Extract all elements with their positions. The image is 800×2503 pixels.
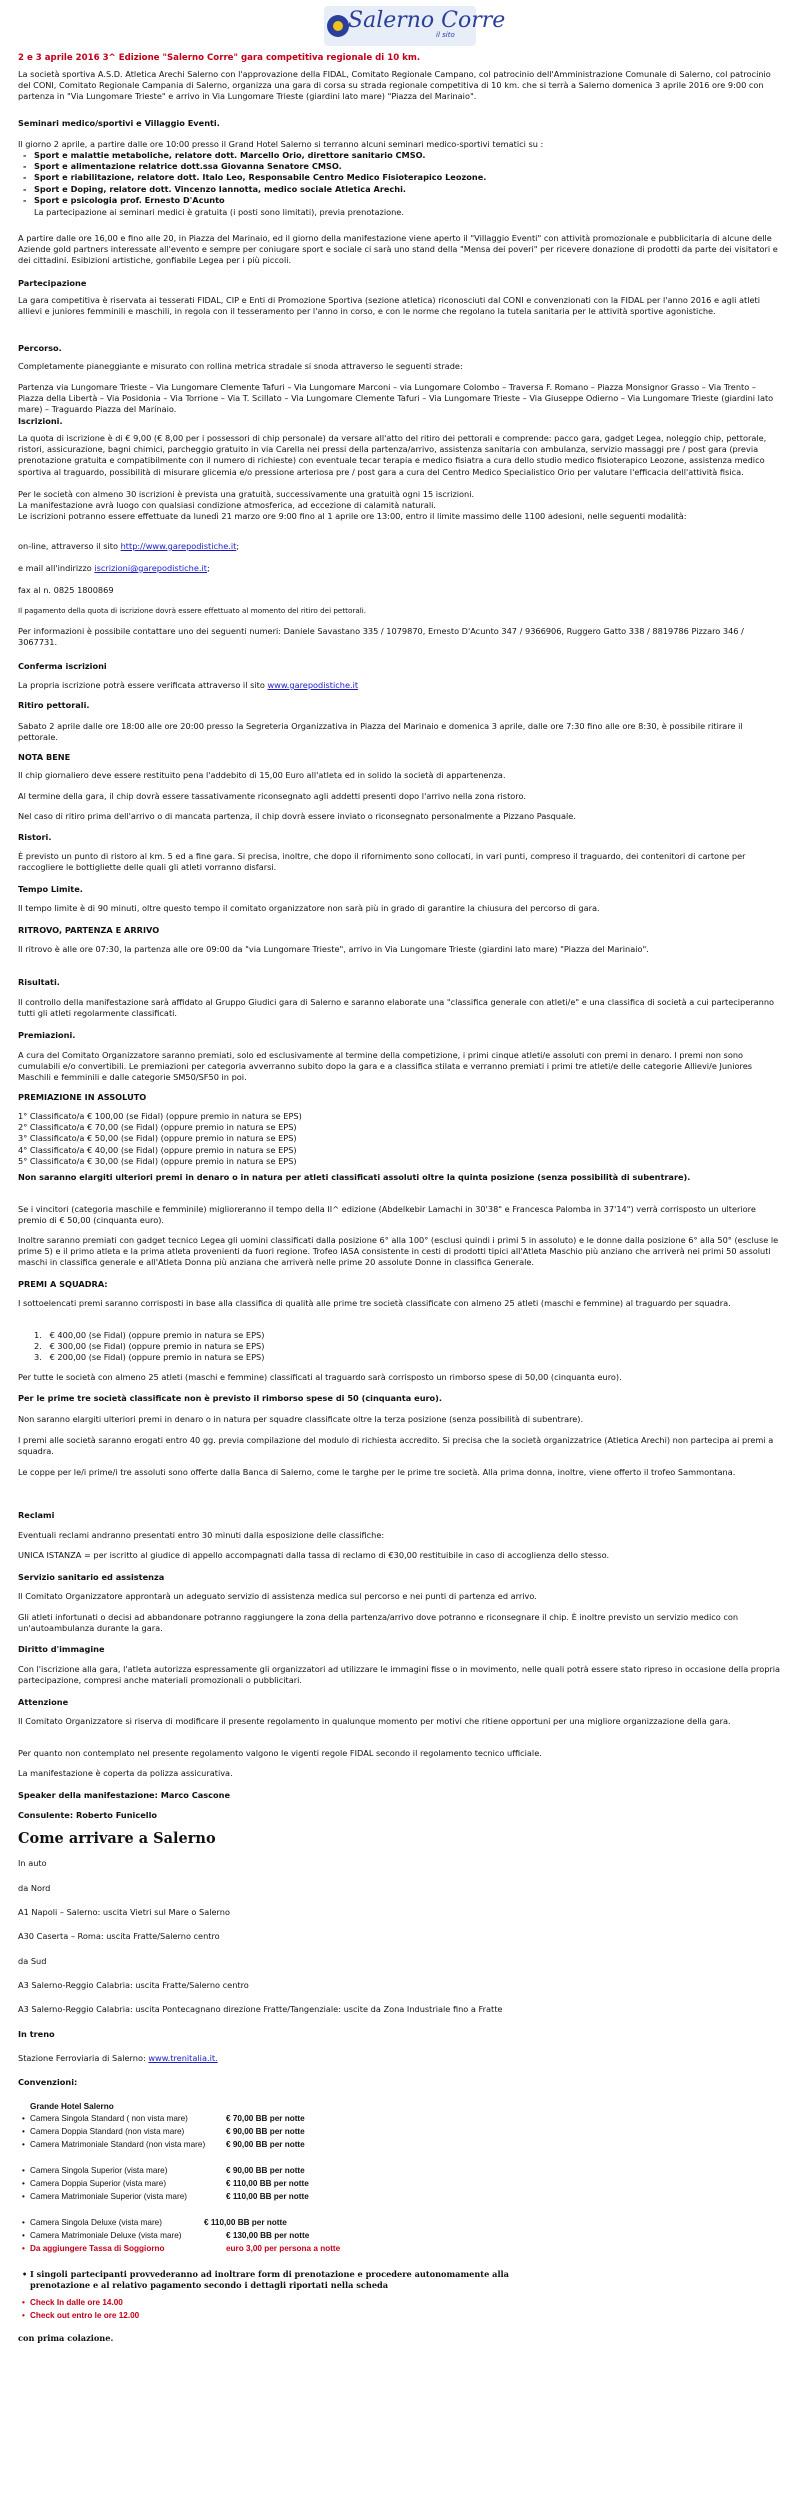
squadra-item-text: € 200,00 (se Fidal) (oppure premio in natura se EPS): [49, 1352, 265, 1363]
squadra-heading: PREMI A SQUADRA:: [18, 1279, 108, 1289]
conferma-line: [18, 680, 782, 691]
email-link[interactable]: iscrizioni@garepodistiche.it: [94, 563, 207, 573]
tassa-value: euro 3,00 per persona a notte: [226, 2244, 341, 2253]
stazione-label: Stazione Ferroviaria di Salerno:: [18, 2053, 149, 2063]
squadra-p1: Per tutte le società con almeno 25 atleti (maschi e femmine) classificati al traguardo sarà corrisposto un rimborso spese di 50,00 (cinquanta euro).: [18, 1372, 622, 1382]
hotel-name: Grande Hotel Salerno: [30, 2102, 114, 2111]
iscrizioni-periodo: Le iscrizioni potranno essere effettuate da lunedì 21 marzo ore 9:00 fino al 1 aprile ore 13:00, entro il limite massimo delle 1100 adesioni, nelle seguenti modalità:: [18, 511, 687, 521]
squadra-item: 2. € 300,00 (se Fidal) (oppure premio in natura se EPS): [34, 1341, 265, 1352]
assoluto-item: 1° Classificato/a € 100,00 (se Fidal) (oppure premio in natura se EPS): [18, 1111, 302, 1121]
quota-paragraph: La quota di iscrizione è di € 9,00 (€ 8,00 per i possessori di chip personale) da versare all'atto del ritiro dei pettorali e comprende: pacco gara, gadget Legea, noleggio chip, pettorale, ristori, assicurazione, bagni chimici, parcheggio gratuito in via Carella nei pressi della partenza/arrivo, assistenza sanitaria con ambulanza, servizio massaggi pre / post gara (previa prenotazione gratuita e compatibilmente con il numero di richieste) con eventuale tecar terapia e medico fisiatra a cura dello studio medico fisioterapico Leozone, assistenza medico sportiva al traguardo, possibilità di misurare glicemia e/o pressione arteriosa pre / post gara a cura del Centro Medico Specialistico Orio per valutare l'efficacia dell'attività fisica.: [18, 433, 767, 477]
seminari-list: [18, 150, 782, 206]
come-arrivare-heading: Come arrivare a Salerno: [18, 1830, 216, 1847]
premiazioni-heading: Premiazioni.: [18, 1030, 76, 1040]
squadra-text: I sottoelencati premi saranno corrisposti in base alla classifica di qualità alle prime tre società classificate con almeno 25 atleti (maschi e femmine) al traguardo per squadra.: [18, 1298, 731, 1308]
percorso-heading: Percorso.: [18, 343, 62, 353]
percorso-route: Partenza via Lungomare Trieste – Via Lungomare Clemente Tafuri – Via Lungomare Marconi – via Lungomare Colombo – Traversa F. Romano – Piazza Monsignor Grasso – Via Trento – Piazza della Libertà – Via Posidonia – Via Torrione – Via T. Scillato – Via Lungomare Clemente Tafuri – Via Lungomare Trieste – Via Giuseppe Odierno – Via Lungomare Trieste (giardini lato mare) – Traguardo Piazza del Marinaio.: [18, 382, 774, 415]
ritiro-text: Sabato 2 aprile dalle ore 18:00 alle ore 20:00 presso la Segreteria Organizzativa in Piazza del Marinaio e domenica 3 aprile, dalle ore 7:30 fino alle ore 8:30, è possibile ritirare il pettorale.: [18, 721, 743, 743]
come-treno: In treno: [18, 2029, 55, 2039]
tempo-heading: Tempo Limite.: [18, 884, 83, 894]
attenzione-heading: Attenzione: [18, 1697, 69, 1707]
assoluti-list: [18, 1111, 782, 1167]
servizio-p2: Gli atleti infortunati o decisi ad abbandonare potranno raggiungere la zona della partenza/arrivo dove potranno e riconsegnare il chip. È inoltre previsto un servizio medico con un'autoambulanza durante la gara.: [18, 1612, 739, 1634]
attenzione-p1: Il Comitato Organizzatore si riserva di modificare il presente regolamento in qualunque momento per motivi che ritiene opportuni per una migliore organizzazione della gara.: [18, 1716, 731, 1726]
salerno-corre-logo: [324, 6, 506, 46]
squadra-item-text: € 400,00 (se Fidal) (oppure premio in natura se EPS): [49, 1330, 265, 1340]
quota-meteo: La manifestazione avrà luogo con qualsiasi condizione atmosferica, ad eccezione di calamità naturali.: [18, 500, 437, 510]
seminario-item: - Sport e riabilitazione, relatore dott. Italo Leo, Responsabile Centro Medico Fisioterapico Leozone.: [18, 172, 782, 183]
squadra-item-text: € 300,00 (se Fidal) (oppure premio in natura se EPS): [49, 1341, 265, 1352]
attenzione-p3: La manifestazione è coperta da polizza assicurativa.: [18, 1768, 233, 1778]
nota-heading: NOTA BENE: [18, 752, 71, 762]
diritto-heading: Diritto d'immagine: [18, 1644, 105, 1654]
logo-text: Salerno Corre: [348, 8, 506, 33]
come-auto: In auto: [18, 1858, 47, 1868]
room-label: Camera Doppia Superior (vista mare): [30, 2179, 167, 2188]
room-label: Camera Matrimoniale Deluxe (vista mare): [30, 2231, 182, 2240]
ritrovo-heading: RITROVO, PARTENZA E ARRIVO: [18, 925, 160, 935]
online-label: on-line, attraverso il sito: [18, 541, 121, 551]
ristori-heading: Ristori.: [18, 832, 52, 842]
come-a3: A3 Salerno-Reggio Calabria: uscita Fratte/Salerno centro: [18, 1980, 249, 1990]
percorso-text: Completamente pianeggiante e misurato con rollina metrica stradale si snoda attraverso le seguenti strade:: [18, 361, 463, 371]
room-price: € 110,00 BB per notte: [204, 2218, 287, 2227]
online-link[interactable]: http://www.garepodistiche.it: [120, 541, 237, 551]
seminario-item: - Sport e psicologia prof. Ernesto D'Acunto: [18, 195, 782, 206]
online-line: on-line, attraverso il sito http://www.garepodistiche.it;: [18, 541, 240, 551]
page-title: 2 e 3 aprile 2016 3^ Edizione "Salerno Corre" gara competitiva regionale di 10 km.: [18, 53, 421, 63]
record-paragraph: Se i vincitori (categoria maschile e femminile) miglioreranno il tempo della II^ edizione (Abdelkebir Lamachi in 30'38" e Francesca Palomba in 37'14") verrà corrisposto un ulteriore premio di € 50,00 (cinquanta euro).: [18, 1204, 756, 1226]
fax-line: fax al n. 0825 1800869: [18, 585, 114, 595]
stazione-line: [18, 2053, 782, 2064]
tempo-text: Il tempo limite è di 90 minuti, oltre questo tempo il comitato organizzatore non sarà più in grado di garantire la chiusura del percorso di gara.: [18, 903, 600, 913]
nota-p3: Nel caso di ritiro prima dell'arrivo o di mancata partenza, il chip dovrà essere inviato o riconsegnato personalmente a Pizzano Pasquale.: [18, 811, 576, 821]
gadget-paragraph: Inoltre saranno premiati con gadget tecnico Legea gli uomini classificati dalla posizione 6° alla 100° (esclusi quindi i primi 5 in assoluto) e le donne dalla posizione 6° alla 50° (escluse le prime 5) e il primo atleta e la prima atleta provenienti da fuori regione. Trofeo IASA consistente in cesti di prodotti tipici all'Atleta Maschio più anziano che arriverà nei primi 50 assoluti maschi in classifica generale e all'Atleta Donna più anziana che arriverà nelle prime 20 assolute Donne in classifica Generale.: [18, 1235, 779, 1268]
room-price: € 110,00 BB per notte: [226, 2179, 309, 2188]
no-premi-extra: Non saranno elargiti ulteriori premi in denaro o in natura per atleti classificati assoluti oltre la quinta posizione (senza possibilità di subentrare).: [18, 1172, 691, 1182]
assoluto-heading: PREMIAZIONE IN ASSOLUTO: [18, 1092, 147, 1102]
ritrovo-text: Il ritrovo è alle ore 07:30, la partenza alle ore 09:00 da "via Lungomare Trieste", arrivo in Via Lungomare Trieste (giardini lato mare) "Piazza del Marinaio".: [18, 944, 649, 954]
squadra-item: 3. € 200,00 (se Fidal) (oppure premio in natura se EPS): [34, 1352, 265, 1363]
partecipazione-heading: Partecipazione: [18, 278, 87, 288]
assoluto-item: 2° Classificato/a € 70,00 (se Fidal) (oppure premio in natura se EPS): [18, 1122, 297, 1133]
seminario-item: - Sport e Doping, relatore dott. Vincenzo Iannotta, medico sociale Atletica Arechi.: [18, 184, 782, 195]
room-label: Camera Singola Standard ( non vista mare): [30, 2114, 188, 2123]
reclami-p2: UNICA ISTANZA = per iscritto al giudice di appello accompagnati dalla tassa di reclamo di €30,00 restituibile in caso di accoglienza dello stesso.: [18, 1550, 610, 1560]
squadra-p3: Non saranno elargiti ulteriori premi in denaro o in natura per squadre classificate oltre la terza posizione (senza possibilità di subentrare).: [18, 1414, 584, 1424]
hotel-block: Grande Hotel Salerno • Camera Singola Standard ( non vista mare) € 70,00 BB per notte • Camera Doppia Standard (non vista mare) € 90,00 BB per notte • Camera Matrimoniale Standard (non vista mare) € 90,00 BB per notte • Camera Singola Superior (vista mare) € 90,00 BB per notte • Camera Doppia Superior (vista mare) € 110,00 BB per notte • Camera Matrimoniale Superior (vista mare) € 110,00 BB per notte • Camera Singola Deluxe (vista mare) € 110,00 BB per notte • Camera Matrimoniale Deluxe (vista mare) € 130,00 BB per notte • Da aggiungere Tassa di Soggiorno euro 3,00 per persona a notte • I singoli partecipanti provvederanno ad inoltrare form di prenotazione e procedere autonomamente alla prenotazione e al relativo pagamento secondo i dettagli riportati nella scheda • Check In dalle ore 14.00 • Check out entro le ore 12.00 con prima colazione.: [18, 2101, 518, 2401]
checkin-text: Check In dalle ore 14.00: [30, 2298, 123, 2307]
room-price: € 110,00 BB per notte: [226, 2192, 309, 2201]
squadra-p2: Per le prime tre società classificate non è previsto il rimborso spese di 50 (cinquanta euro).: [18, 1393, 443, 1403]
room-price: € 90,00 BB per notte: [226, 2127, 305, 2136]
seminario-item: - Sport e malattie metaboliche, relatore dott. Marcello Orio, direttore sanitario CMSO.: [18, 150, 782, 161]
come-a1: A1 Napoli – Salerno: uscita Vietri sul Mare o Salerno: [18, 1907, 230, 1917]
come-nord: da Nord: [18, 1883, 51, 1893]
reclami-p1: Eventuali reclami andranno presentati entro 30 minuti dalla esposizione delle classifiche:: [18, 1530, 385, 1540]
premiazioni-text: A cura del Comitato Organizzatore saranno premiati, solo ed esclusivamente al termine della competizione, i primi cinque atleti/e assoluti con premi in denaro. I premi non sono cumulabili e/o convertibili. Le premiazioni per categoria avverranno subito dopo la gara e a classifica stilata e verranno premiati i primi tre atleti/e delle categorie Allievi/e Juniores Maschili e femminili e dalle categorie SM50/SF50 in poi.: [18, 1050, 753, 1083]
quota-gratuita: Per le società con almeno 30 iscrizioni è prevista una gratuità, successivamente una gratuità ogni 15 iscrizioni.: [18, 489, 475, 499]
assoluto-item: 3° Classificato/a € 50,00 (se Fidal) (oppure premio in natura se EPS): [18, 1133, 297, 1144]
reclami-heading: Reclami: [18, 1510, 55, 1520]
squadra-item: 1. € 400,00 (se Fidal) (oppure premio in natura se EPS): [34, 1330, 265, 1340]
stazione-link[interactable]: www.trenitalia.it.: [148, 2053, 218, 2063]
room-price: € 70,00 BB per notte: [226, 2114, 305, 2123]
villaggio-paragraph: A partire dalle ore 16,00 e fino alle 20, in Piazza del Marinaio, ed il giorno della manifestazione viene aperto il "Villaggio Eventi" con attività promozionale e pubblicitaria di alcune delle Aziende gold partners interessate all'evento e sempre per coniugare sport e sociale ci sarà uno stand della "Mensa dei poveri" per ricevere donazione di prodotti da parte dei visitatori e dei cittadini. Esibizioni artistiche, gonfiabile Legea per i più piccoli.: [18, 233, 778, 266]
nota-p2: Al termine della gara, il chip dovrà essere tassativamente riconsegnato agli addetti presenti dopo l'arrivo nella zona ristoro.: [18, 791, 526, 801]
squadra-p4: I premi alle società saranno erogati entro 40 gg. previa compilazione del modulo di richiesta accredito. Si precisa che la società organizzatrice (Atletica Arechi) non partecipa ai premi a squadra.: [18, 1435, 774, 1457]
intro-paragraph: La società sportiva A.S.D. Atletica Arechi Salerno con l'approvazione della FIDAL, Comitato Regionale Campano, col patrocinio dell'Amministrazione Comunale di Salerno, col patrocinio del CONI, Comitato Regionale Campania di Salerno, organizza una gara di corsa su strada regionale competitiva di 10 km. che si terrà a Salerno domenica 3 aprile 2016 ore 9:00 con partenza in "Via Lungomare Trieste" e arrivo in Via Lungomare Trieste (giardini lato mare) "Piazza del Marinaio".: [18, 69, 771, 102]
room-label: Camera Singola Deluxe (vista mare): [30, 2218, 162, 2227]
conferma-link[interactable]: www.garepodistiche.it: [267, 680, 359, 690]
assoluto-item: 4° Classificato/a € 40,00 (se Fidal) (oppure premio in natura se EPS): [18, 1144, 297, 1155]
logo-sub: il sito: [436, 31, 455, 39]
seminari-heading: Seminari medico/sportivi e Villaggio Eventi.: [18, 118, 220, 128]
servizio-heading: Servizio sanitario ed assistenza: [18, 1572, 165, 1582]
nota-p1: Il chip giornaliero deve essere restituito pena l'addebito di 15,00 Euro all'atleta ed in solido la società di appartenenza.: [18, 770, 506, 780]
convenzioni-heading: Convenzioni:: [18, 2077, 78, 2087]
hotel-note: I singoli partecipanti provvederanno ad inoltrare form di prenotazione e procedere autonomamente alla prenotazione e al relativo pagamento secondo i dettagli riportati nella scheda: [30, 2269, 509, 2290]
servizio-p1: Il Comitato Organizzatore approntarà un adeguato servizio di assistenza medica sul percorso e nei punti di partenza ed arrivo.: [18, 1591, 537, 1601]
conferma-heading: Conferma iscrizioni: [18, 661, 107, 671]
come-a30: A30 Caserta – Roma: uscita Fratte/Salerno centro: [18, 1931, 220, 1941]
room-label: Camera Singola Superior (vista mare): [30, 2166, 168, 2175]
checkout-text: Check out entro le ore 12.00: [30, 2311, 140, 2320]
hotel-note-row: • I singoli partecipanti provvederanno ad inoltrare form di prenotazione e procedere autonomamente alla prenotazione e al relativo pagamento secondo i dettagli riportati nella scheda: [18, 2269, 518, 2291]
assoluto-item: 5° Classificato/a € 30,00 (se Fidal) (oppure premio in natura se EPS): [18, 1155, 297, 1166]
speaker-line: Speaker della manifestazione: Marco Cascone: [18, 1790, 231, 1800]
iscrizioni-heading: Iscrizioni.: [18, 416, 63, 426]
tassa-label: Da aggiungere Tassa di Soggiorno: [30, 2244, 165, 2253]
room-label: Camera Matrimoniale Standard (non vista mare): [30, 2140, 206, 2149]
ritiro-heading: Ritiro pettorali.: [18, 700, 90, 710]
room-label: Camera Doppia Standard (non vista mare): [30, 2127, 185, 2136]
seminari-note: La partecipazione ai seminari medici è gratuita (i posti sono limitati), previa prenotazione.: [34, 207, 404, 217]
email-label: e mail all'indirizzo: [18, 563, 95, 573]
squadra-p5: Le coppe per le/i prime/i tre assoluti sono offerte dalla Banca di Salerno, come le targhe per le prime tre società. Alla prima donna, inoltre, viene offerto il trofeo Sammontana.: [18, 1467, 736, 1477]
seminario-item: - Sport e alimentazione relatrice dott.ssa Giovanna Senatore CMSO.: [18, 161, 782, 172]
colazione-text: con prima colazione.: [18, 2333, 114, 2343]
attenzione-p2: Per quanto non contemplato nel presente regolamento valgono le vigenti regole FIDAL secondo il regolamento tecnico ufficiale.: [18, 1748, 542, 1758]
come-a3b: A3 Salerno-Reggio Calabria: uscita Pontecagnano direzione Fratte/Tangenziale: uscite da Zona Industriale fino a Fratte: [18, 2004, 503, 2014]
risultati-text: Il controllo della manifestazione sarà affidato al Gruppo Giudici gara di Salerno e saranno elaborate una "classifica generale con atleti/e" e una classifica di società a cui parteciperanno tutti gli atleti regolarmente classificati.: [18, 997, 775, 1019]
room-price: € 90,00 BB per notte: [226, 2166, 305, 2175]
email-line: e mail all'indirizzo iscrizioni@garepodistiche.it;: [18, 563, 210, 573]
info-paragraph: Per informazioni è possibile contattare uno dei seguenti numeri: Daniele Savastano 335 / 1079870, Ernesto D'Acunto 347 / 9366906, Ruggero Gatto 338 / 8819786 Pizzaro 346 / 3067731.: [18, 626, 744, 648]
diritto-text: Con l'iscrizione alla gara, l'atleta autorizza espressamente gli organizzatori ad utilizzare le immagini fisse o in movimento, nelle quali potrà essere stato ripreso in occasione della propria partecipazione, compresi anche materiali promozionali o pubblicitari.: [18, 1664, 781, 1686]
conferma-text: La propria iscrizione potrà essere verificata attraverso il sito: [18, 680, 268, 690]
squadra-list: [34, 1330, 782, 1364]
risultati-heading: Risultati.: [18, 977, 60, 987]
room-label: Camera Matrimoniale Superior (vista mare): [30, 2192, 187, 2201]
pay-note: Il pagamento della quota di iscrizione dovrà essere effettuato al momento del ritiro dei pettorali.: [18, 606, 367, 615]
partecipazione-text: La gara competitiva è riservata ai tesserati FIDAL, CIP e Enti di Promozione Sportiva (sezione atletica) riconosciuti dal CONI e convenzionati con la FIDAL per l'anno 2016 e agli atleti allievi e juniores femminili e maschili, in regola con il tesseramento per l'anno in corso, e con le norme che regolano la tutela sanitaria per le attività sportive agonistiche.: [18, 295, 761, 317]
room-price: € 130,00 BB per notte: [226, 2231, 310, 2240]
come-sud: da Sud: [18, 1956, 47, 1966]
room-price: € 90,00 BB per notte: [226, 2140, 305, 2149]
seminari-lead: Il giorno 2 aprile, a partire dalle ore 10:00 presso il Grand Hotel Salerno si terranno alcuni seminari medico-sportivi tematici su :: [18, 139, 544, 149]
consulente-line: Consulente: Roberto Funicello: [18, 1810, 158, 1820]
ristori-text: È previsto un punto di ristoro al km. 5 ed a fine gara. Si precisa, inoltre, che dopo il rifornimento sono collocati, in vari punti, compreso il traguardo, dei contenitori di cartone per raccogliere le bottigliette delle quali gli atleti vorranno disfarsi.: [18, 851, 746, 873]
